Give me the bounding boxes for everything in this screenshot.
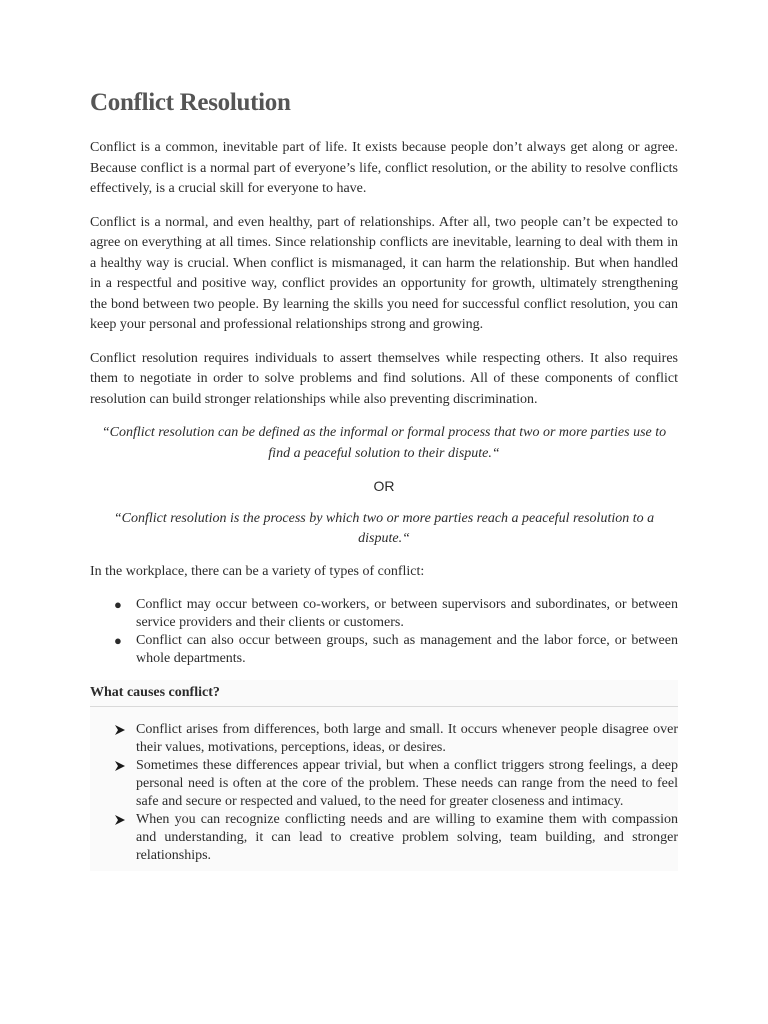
definition-quote-1: “Conflict resolution can be defined as the informal or formal process that two or more parties use to find a peaceful solution to their dispute.“ [101, 425, 667, 461]
list-item [90, 811, 678, 865]
workplace-intro: In the workplace, there can be a variety of types of conflict: [90, 563, 425, 579]
conflict-types-list [90, 596, 678, 668]
arrowhead-bullet-icon [114, 814, 126, 826]
causes-list [90, 721, 678, 865]
list-item [90, 596, 678, 632]
list-item-text: Conflict may occur between co-workers, or between supervisors and subordinates, or between service providers and their clients or customers. [136, 597, 678, 630]
definition-quote-2: “Conflict resolution is the process by which two or more parties reach a peaceful resolution to a dispute.“ [113, 510, 655, 546]
list-item [90, 632, 678, 668]
causes-heading: What causes conflict? [90, 684, 678, 707]
causes-section [90, 680, 678, 871]
arrowhead-bullet-icon [114, 760, 126, 772]
list-item-text: When you can recognize conflicting needs and are willing to examine them with compassion and understanding, it can lead to creative problem solving, team building, and stronger relationships. [136, 812, 678, 863]
list-item-text: Conflict arises from differences, both large and small. It occurs whenever people disagree over their values, motivations, perceptions, ideas, or desires. [136, 722, 678, 755]
list-item-text: Sometimes these differences appear trivial, but when a conflict triggers strong feelings, a deep personal need is often at the core of the problem. These needs can range from the need to feel safe and secure or respected and valued, to the need for greater closeness and intimacy. [136, 758, 678, 809]
list-item [90, 757, 678, 811]
arrowhead-bullet-icon [114, 724, 126, 736]
document-page [90, 88, 678, 871]
paragraph-3: Conflict resolution requires individuals to assert themselves while respecting others. It also requires them to negotiate in order to solve problems and find solutions. All of these components of conflict resolution can build stronger relationships while also preventing discrimination. [90, 350, 678, 407]
or-separator: OR [373, 478, 395, 494]
list-item-text: Conflict can also occur between groups, such as management and the labor force, or between whole departments. [136, 633, 678, 666]
paragraph-2: Conflict is a normal, and even healthy, part of relationships. After all, two people can’t be expected to agree on everything at all times. Since relationship conflicts are inevitable, learning to deal with them in a healthy way is crucial. When conflict is mismanaged, it can harm the relationship. But when handled in a respectful and positive way, conflict provides an opportunity for growth, ultimately strengthening the bond between two people. By learning the skills you need for successful conflict resolution, you can keep your personal and professional relationships strong and growing. [90, 214, 678, 332]
bullet-dot-icon: ● [114, 633, 122, 648]
list-item [90, 721, 678, 757]
document-title: Conflict Resolution [90, 89, 291, 116]
bullet-dot-icon: ● [114, 597, 122, 612]
paragraph-1: Conflict is a common, inevitable part of life. It exists because people don’t always get along or agree. Because conflict is a normal part of everyone’s life, conflict resolution, or the ability to resolve conflicts effectively, is a crucial skill for everyone to have. [90, 140, 678, 196]
